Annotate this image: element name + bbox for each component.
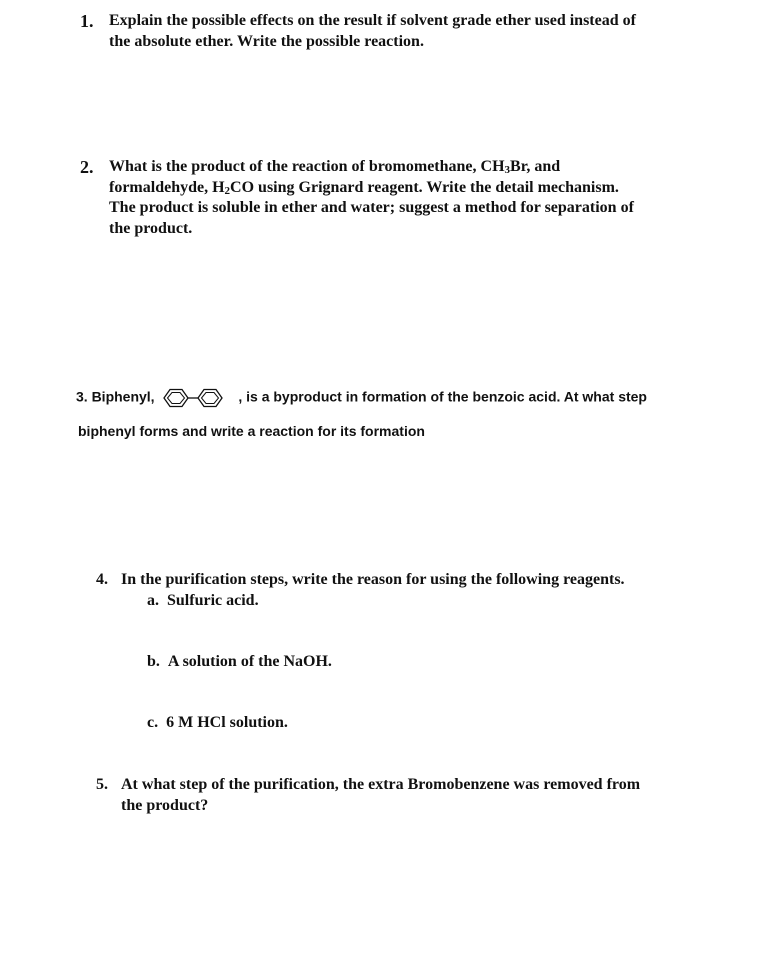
- q2-l1-post: Br, and: [510, 158, 561, 175]
- q2-l2-pre: formaldehyde, H: [109, 178, 225, 196]
- question-1-number: 1.: [80, 11, 94, 31]
- question-2: [80, 157, 720, 239]
- item-c-text: 6 M HCl solution.: [166, 714, 288, 731]
- question-2-line-4: the product.: [109, 219, 193, 237]
- q2-l2-post: CO using Grignard reagent. Write the detail mechanism.: [230, 178, 619, 196]
- question-2-line-1: [109, 157, 720, 178]
- question-4-text: In the purification steps, write the reason for using the following reagents.: [121, 571, 625, 588]
- question-1-line-2: the absolute ether. Write the possible reaction.: [109, 32, 424, 50]
- question-1: [80, 11, 720, 52]
- question-2-line-3: The product is soluble in ether and water; suggest a method for separation of: [109, 199, 634, 216]
- question-3-suffix: , is a byproduct in formation of the benzoic acid. At what step: [238, 388, 647, 405]
- item-a-text: Sulfuric acid.: [167, 592, 259, 609]
- item-b-text: A solution of the NaOH.: [167, 653, 332, 670]
- question-4-number: 4.: [96, 571, 108, 588]
- question-5-line-1: At what step of the purification, the extra Bromobenzene was removed from: [121, 776, 641, 793]
- question-4-item-c: [147, 713, 288, 734]
- question-3-prefix: 3. Biphenyl,: [76, 388, 155, 405]
- question-2-line-2: [109, 178, 720, 199]
- question-3-line-1: [76, 386, 647, 410]
- biphenyl-structure-icon: [160, 386, 232, 410]
- question-4-item-b: [147, 652, 332, 673]
- question-5-line-2: the product?: [121, 796, 209, 814]
- q2-l2-sub: 2: [224, 184, 231, 197]
- q2-l1-sub: 3: [504, 164, 511, 176]
- item-a-label: a.: [147, 592, 159, 609]
- item-c-label: c.: [147, 714, 159, 731]
- q2-l1-pre: What is the product of the reaction of bromomethane, CH: [109, 158, 505, 175]
- question-3-line-2: biphenyl forms and write a reaction for its formation: [78, 423, 425, 439]
- question-5-number: 5.: [96, 776, 108, 793]
- question-4: [96, 570, 736, 591]
- question-5: [96, 775, 736, 816]
- question-2-number: 2.: [80, 157, 94, 177]
- item-b-label: b.: [147, 653, 160, 670]
- question-1-line-1: Explain the possible effects on the result if solvent grade ether used instead of: [109, 12, 636, 29]
- question-4-item-a: [147, 591, 259, 612]
